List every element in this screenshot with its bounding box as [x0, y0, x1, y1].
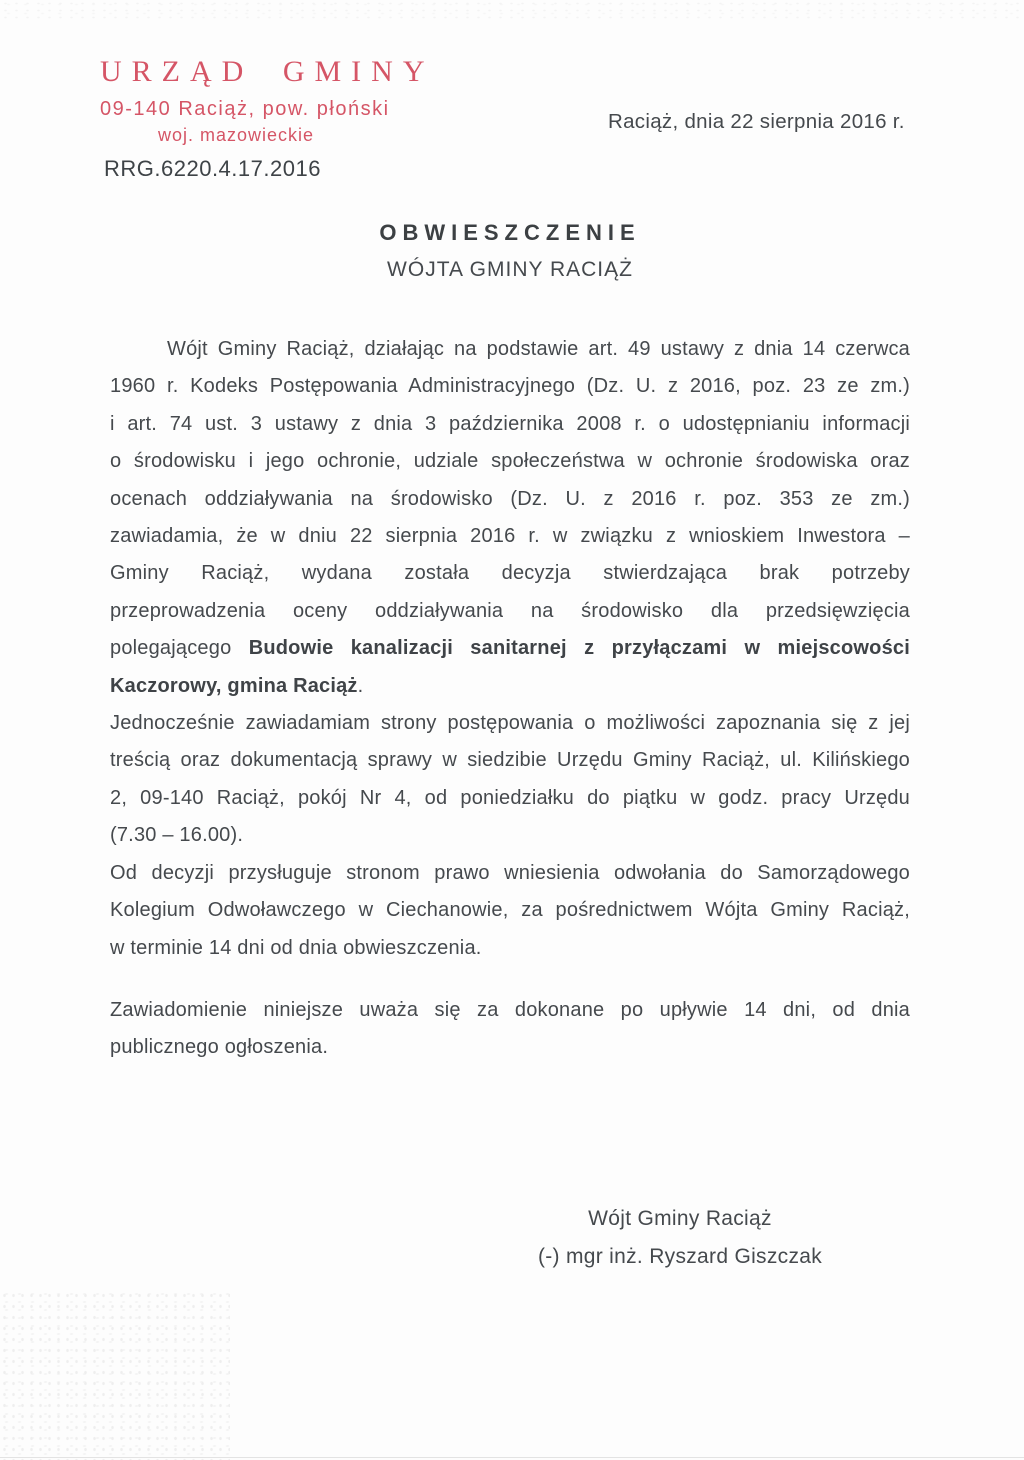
- document-title: OBWIESZCZENIE: [379, 220, 641, 245]
- body-line: 1960 r. Kodeks Postępowania Administracyjnego (Dz. U. z 2016, poz. 23 ze zm.): [110, 375, 910, 398]
- body-line: przeprowadzenia oceny oddziaływania na środowisko dla przedsięwzięcia: [110, 599, 910, 622]
- place-and-date-line: Raciąż, dnia 22 sierpnia 2016 r.: [608, 110, 905, 133]
- body-line-segment: .: [357, 674, 364, 697]
- project-name-bold-segment: Kaczorowy, gmina Raciąż: [110, 674, 358, 697]
- paragraph-inspection-info: [110, 705, 910, 855]
- paragraph-appeal-rights: [110, 855, 910, 967]
- body-line: Jednocześnie zawiadamiam strony postępowania o możliwości zapoznania się z jej: [110, 712, 910, 735]
- body-line: zawiadamia, że w dniu 22 sierpnia 2016 r. w związku z wnioskiem Inwestora –: [110, 525, 910, 548]
- document-body: [110, 331, 910, 1067]
- body-line: Kolegium Odwoławczego w Ciechanowie, za pośrednictwem Wójta Gminy Raciąż,: [110, 899, 910, 922]
- body-line: treścią oraz dokumentacją sprawy w siedzibie Urzędu Gminy Raciąż, ul. Kilińskiego: [110, 749, 910, 772]
- body-line: i art. 74 ust. 3 ustawy z dnia 3 października 2008 r. o udostępnianiu informacji: [110, 412, 910, 435]
- scan-noise-bottom-left: [0, 1290, 230, 1460]
- body-line: Zawiadomienie niniejsze uważa się za dokonane po upływie 14 dni, od dnia: [110, 998, 910, 1021]
- body-line-with-project-name: [110, 630, 910, 667]
- scan-edge-line: [0, 1457, 1024, 1458]
- paragraph-effective-date: [110, 992, 910, 1067]
- signature-block: [450, 1200, 910, 1276]
- signature-title: Wójt Gminy Raciąż: [588, 1207, 772, 1230]
- body-line: publicznego ogłoszenia.: [110, 1036, 329, 1059]
- body-line: Gminy Raciąż, wydana została decyzja stwierdzająca brak potrzeby: [110, 562, 910, 585]
- office-stamp: [100, 55, 435, 147]
- project-name-bold-segment: Budowie kanalizacji sanitarnej z przyłączami w miejscowości: [248, 637, 910, 660]
- stamp-address-line: 09-140 Raciąż, pow. płoński: [100, 98, 390, 120]
- document-subtitle: WÓJTA GMINY RACIĄŻ: [387, 258, 633, 281]
- body-line: 2, 09-140 Raciąż, pokój Nr 4, od poniedziałku do piątku w godz. pracy Urzędu: [110, 786, 910, 809]
- case-reference-number: RRG.6220.4.17.2016: [104, 156, 321, 181]
- body-line: o środowisku i jego ochronie, udziale społeczeństwa w ochronie środowiska oraz: [110, 450, 910, 473]
- scan-noise-top: [0, 0, 1024, 20]
- paragraph-gap: [110, 967, 910, 992]
- body-line-with-project-name: [110, 668, 910, 705]
- paragraph-decision-notice: [110, 331, 910, 705]
- body-line: w terminie 14 dni od dnia obwieszczenia.: [110, 936, 482, 959]
- stamp-office-name: URZĄD GMINY: [100, 55, 435, 88]
- body-line-segment: polegającego: [110, 637, 249, 660]
- stamp-voivodeship-line: woj. mazowieckie: [158, 125, 315, 145]
- body-line: Od decyzji przysługuje stronom prawo wniesienia odwołania do Samorządowego: [110, 861, 910, 884]
- body-line: Wójt Gminy Raciąż, działając na podstawie art. 49 ustawy z dnia 14 czerwca: [167, 338, 910, 360]
- body-line: (7.30 – 16.00).: [110, 824, 244, 847]
- signature-name: (-) mgr inż. Ryszard Giszczak: [537, 1245, 823, 1268]
- body-line: ocenach oddziaływania na środowisko (Dz. U. z 2016 r. poz. 353 ze zm.): [110, 487, 910, 510]
